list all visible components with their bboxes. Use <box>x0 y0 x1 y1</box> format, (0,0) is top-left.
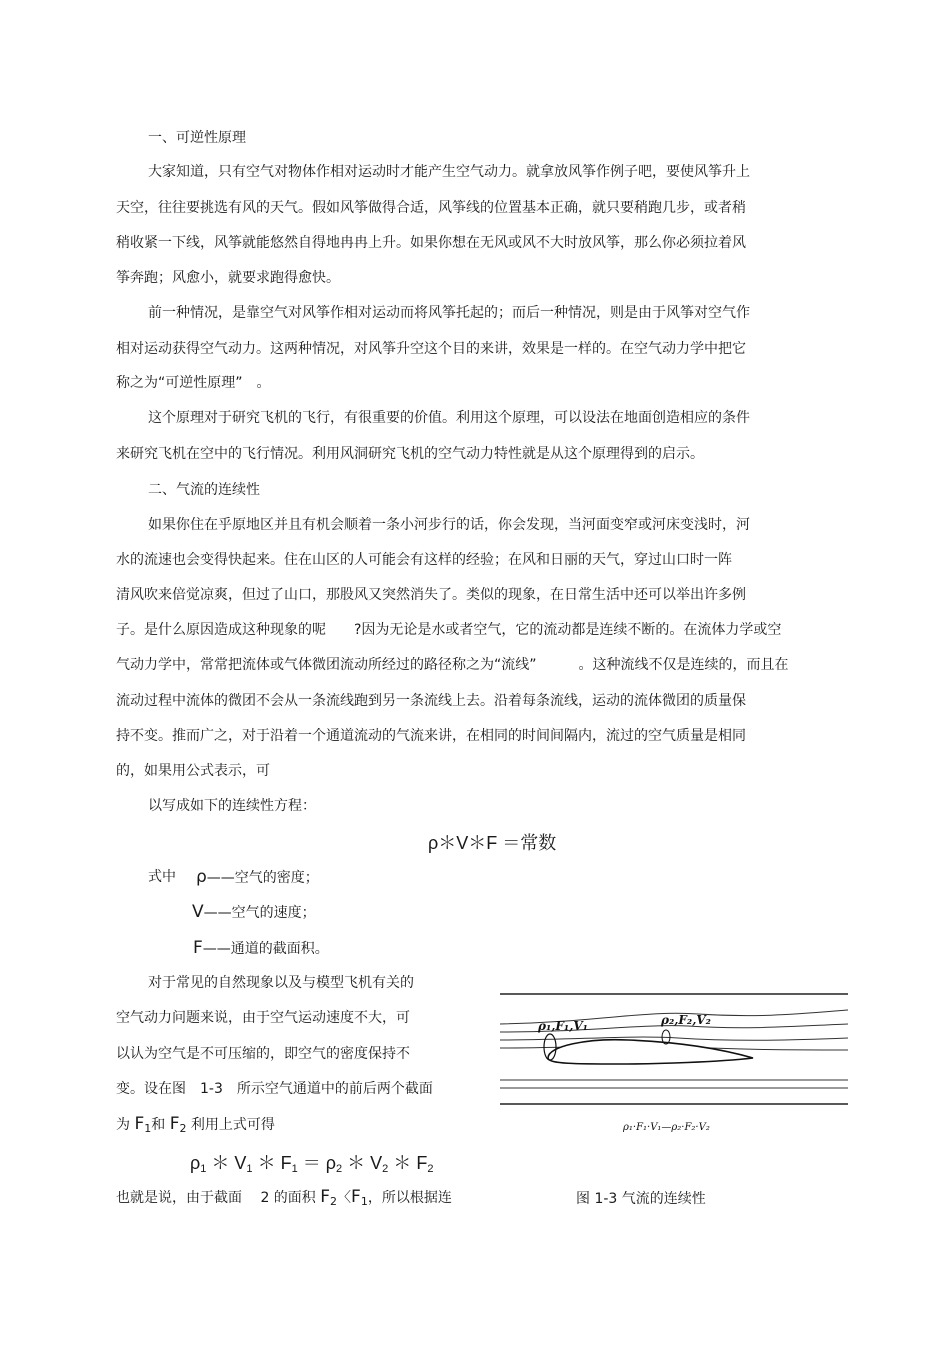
leftcol-line1: 对于常见的自然现象以及与模型飞机有关的 <box>148 975 414 991</box>
continuity-equation-2 <box>190 1149 433 1175</box>
eq2-rho2-sub: 2 <box>335 1163 343 1175</box>
section1-p1-line2: 天空，往往要挑选有风的天气。假如风筝做得合适，风筝线的位置基本正确，就只要稍跑几步，或者稍 <box>116 200 746 216</box>
section2-p1-line3: 清风吹来倍觉凉爽，但过了山口，那股风又突然消失了。类似的现象，在日常生活中还可以举出许多例 <box>116 587 746 603</box>
def-f-symbol: F <box>193 938 203 958</box>
tail-f1-sub: 1 <box>360 1195 368 1208</box>
eq2-equals: ＝ <box>302 1153 321 1173</box>
section1-p1-line1: 大家知道，只有空气对物体作相对运动时才能产生空气动力。就拿放风筝作例子吧，要使风筝升上 <box>148 164 750 180</box>
section1-p2-line1: 前一种情况，是靠空气对风筝作相对运动而将风筝托起的；而后一种情况，则是由于风筝对空气作 <box>148 305 750 321</box>
f2-symbol: F <box>169 1114 180 1134</box>
tail-text1: 也就是说，由于截面 2 的面积 <box>116 1190 316 1206</box>
eq2-v2-sub: 2 <box>382 1163 389 1175</box>
section2-p1-line1: 如果你住在乎原地区并且有机会顺着一条小河步行的话，你会发现，当河面变窄或河床变浅时，河 <box>148 517 750 533</box>
def-rho <box>196 868 319 887</box>
figure-formula: ρ₁·F₁·V₁—ρ₂·F₂·V₂ <box>623 1122 710 1133</box>
figure-caption: 图 1-3 气流的连续性 <box>576 1191 706 1207</box>
section2-p1-line8: 的，如果用公式表示，可 <box>116 763 270 779</box>
streamline <box>500 1037 848 1040</box>
text-wei: 为 <box>116 1117 130 1133</box>
def-rho-symbol: ρ <box>196 867 207 887</box>
figure-airflow-continuity <box>498 980 850 1140</box>
leftcol-line2: 空气动力问题来说，由于空气运动速度不大，可 <box>116 1010 410 1026</box>
section2-p1-line4: 子。是什么原因造成这种现象的呢 ?因为无论是水或者空气，它的流动都是连续不断的。在流体力学或空 <box>116 622 782 638</box>
f2-subscript: 2 <box>179 1122 187 1135</box>
leftcol-line3: 以认为空气是不可压缩的，即空气的密度保持不 <box>116 1046 410 1062</box>
text-post: 利用上式可得 <box>190 1117 275 1133</box>
def-v <box>192 903 316 922</box>
section2-p1-line6: 流动过程中流体的微团不会从一条流线跑到另一条流线上去。沿着每条流线，运动的流体微团的质量保 <box>116 693 746 709</box>
tail-f2-sub: 2 <box>330 1195 338 1208</box>
label-section1: ρ₁,F₁,V₁ <box>538 1019 588 1033</box>
text-he: 和 <box>151 1117 166 1133</box>
section1-p2-line2: 相对运动获得空气动力。这两种情况，对风筝升空这个目的来讲，效果是一样的。在空气动力学中把它 <box>116 341 746 357</box>
def-rho-desc: ——空气的密度； <box>206 870 319 886</box>
section1-title: 一、可逆性原理 <box>148 130 246 146</box>
section2-p1-line5: 气动力学中，常常把流体或气体微团流动所经过的路径称之为“流线” 。这种流线不仅是连续的，而且在 <box>116 657 789 673</box>
tail-line <box>116 1188 452 1211</box>
leftcol-line4: 变。设在图 1-3 所示空气通道中的前后两个截面 <box>116 1081 433 1097</box>
eq2-v1-sub: 1 <box>246 1163 253 1175</box>
def-v-symbol: V <box>192 902 204 922</box>
eq2-op2: ＊ <box>257 1153 276 1173</box>
section1-p2-line3: 称之为“可逆性原理” 。 <box>116 375 271 391</box>
eq2-v2: V <box>370 1153 383 1173</box>
eq2-f2-sub: 2 <box>427 1163 434 1175</box>
eq2-op4: ＊ <box>393 1153 412 1173</box>
section1-p1-line3: 稍收紧一下线，风筝就能悠然自得地冉冉上升。如果你想在无风或风不大时放风筝，那么你必须拉着风 <box>116 235 746 251</box>
tail-text2: ，所以根据连 <box>367 1190 452 1206</box>
eq2-op3: ＊ <box>347 1153 366 1173</box>
label-section2: ρ₂,F₂,V₂ <box>661 1013 711 1027</box>
def-f-desc: ——通道的截面积。 <box>202 941 329 957</box>
eq2-f1: F <box>280 1153 292 1173</box>
eq2-f2: F <box>416 1153 428 1173</box>
where-label: 式中 <box>148 869 176 885</box>
section2-p1-line7: 持不变。推而广之，对于沿着一个通道流动的气流来讲，在相同的时间间隔内，流过的空气质量是相同 <box>116 728 746 744</box>
leftcol-line5 <box>116 1115 275 1138</box>
eq2-v1: V <box>234 1153 247 1173</box>
eq2-f1-sub: 1 <box>291 1163 298 1175</box>
f1-subscript: 1 <box>144 1122 152 1135</box>
tail-f2: F <box>320 1187 331 1207</box>
equation-intro: 以写成如下的连续性方程： <box>148 798 316 814</box>
f1-symbol: F <box>134 1114 145 1134</box>
continuity-equation: ρ＊V＊F ＝常数 <box>428 833 557 853</box>
eq2-rho1-sub: 1 <box>200 1163 207 1175</box>
tail-f1: F <box>351 1187 361 1207</box>
airflow-diagram <box>498 980 850 1140</box>
section1-p3-line1: 这个原理对于研究飞机的飞行，有很重要的价值。利用这个原理，可以设法在地面创造相应的条件 <box>148 410 750 426</box>
section2-p1-line2: 水的流速也会变得快起来。住在山区的人可能会有这样的经验；在风和日丽的天气，穿过山口时一阵 <box>116 552 732 568</box>
tail-lt: 〈 <box>337 1190 352 1206</box>
eq2-rho1: ρ <box>190 1153 201 1173</box>
eq2-op1: ＊ <box>211 1153 230 1173</box>
airfoil <box>548 1040 753 1064</box>
section2-title: 二、气流的连续性 <box>148 482 260 498</box>
section1-p3-line2: 来研究飞机在空中的飞行情况。利用风洞研究飞机的空气动力特性就是从这个原理得到的启示。 <box>116 446 704 462</box>
def-v-desc: ——空气的速度； <box>203 905 316 921</box>
def-f <box>193 939 329 958</box>
eq2-rho2: ρ <box>325 1153 336 1173</box>
section1-p1-line4: 筝奔跑；风愈小，就要求跑得愈快。 <box>116 270 340 286</box>
